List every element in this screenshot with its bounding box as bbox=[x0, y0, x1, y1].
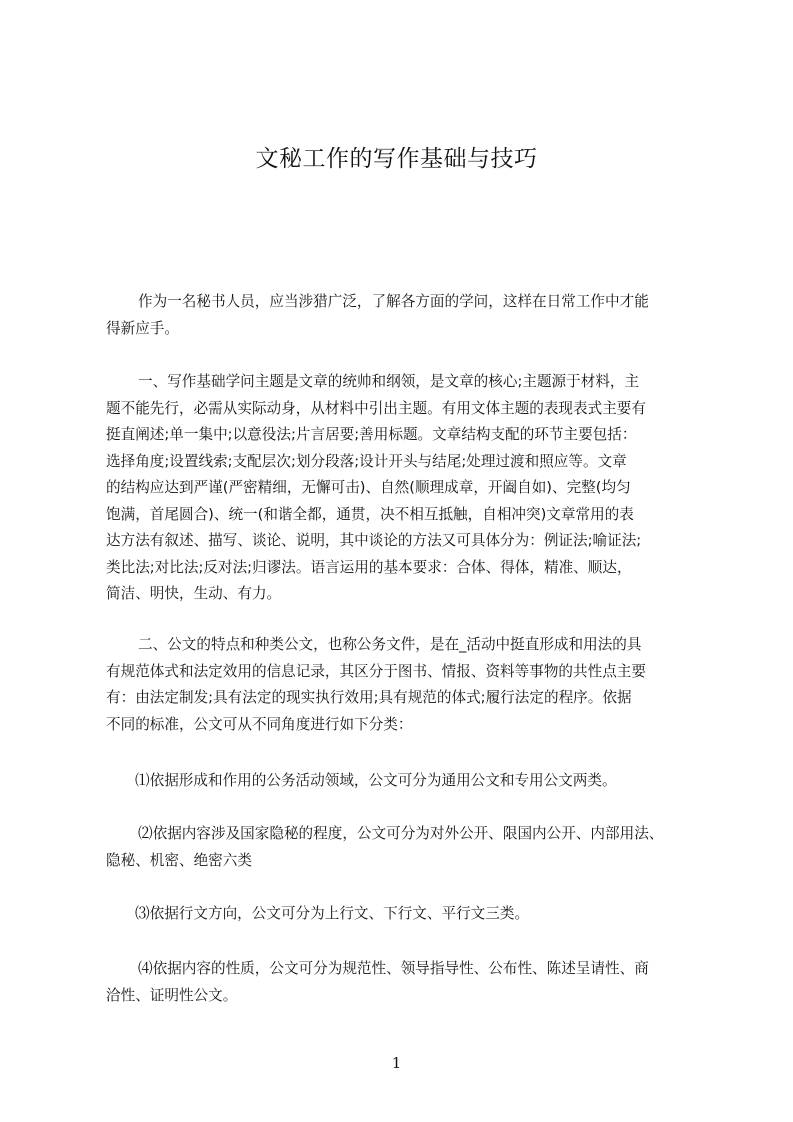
text-line: 得新应手。 bbox=[106, 319, 179, 337]
text-line: 的结构应达到严谨(严密精细，无懈可击)、自然(顺理成章，开阖自如)、完整(均匀 bbox=[106, 479, 631, 496]
text-line: 类比法;对比法;反对法;归谬法。语言运用的基本要求：合体、得体，精准、顺达， bbox=[106, 558, 632, 576]
text-line: 隐秘、机密、绝密六类 bbox=[106, 851, 252, 869]
section-two-paragraph bbox=[106, 632, 646, 738]
text-line: 挺直阐述;单一集中;以意役法;片言居要;善用标题。文章结构支配的环节主要包括： bbox=[106, 426, 637, 443]
classification-item-3 bbox=[135, 901, 529, 928]
text-line: 作为一名秘书人员，应当涉猎广泛，了解各方面的学问，这样在日常工作中才能 bbox=[138, 293, 649, 310]
text-line: ⑷依据内容的性质，公文可分为规范性、领导指导性、公布性、陈述呈请性、商 bbox=[138, 960, 649, 977]
text-line: 题不能先行，必需从实际动身，从材料中引出主题。有用文体主题的表现表式主要有 bbox=[106, 399, 646, 417]
text-line: 有规范体式和法定效用的信息记录，其区分于图书、情报、资料等事物的共性点主要 bbox=[106, 662, 646, 680]
text-line: 二、公文的特点和种类公文，也称公务文件，是在_活动中挺直形成和用法的具 bbox=[138, 636, 642, 653]
intro-paragraph bbox=[106, 289, 649, 342]
text-line: ⑵依据内容涉及国家隐秘的程度，公文可分为对外公开、限国内公开、内部用法、 bbox=[138, 825, 664, 842]
text-line: 洽性、证明性公文。 bbox=[106, 986, 238, 1004]
text-line: 达方法有叙述、描写、谈论、说明，其中谈论的方法又可具体分为：例证法;喻证法; bbox=[106, 532, 642, 549]
document-title: 文秘工作的写作基础与技巧 bbox=[255, 146, 538, 172]
text-line: 饱满，首尾圆合)、统一(和谐全都，通贯，决不相互抵触，自相冲突)文章常用的表 bbox=[106, 505, 634, 523]
classification-item-1 bbox=[135, 768, 617, 795]
text-line: 有：由法定制发;具有法定的现实执行效用;具有规范的体式;履行法定的程序。依据 bbox=[106, 689, 632, 706]
page-number: 1 bbox=[391, 1054, 402, 1072]
classification-item-2 bbox=[106, 821, 663, 874]
text-line: ⑶依据行文方向，公文可分为上行文、下行文、平行文三类。 bbox=[135, 905, 530, 922]
classification-item-4 bbox=[106, 956, 649, 1009]
text-line: 简洁、明快，生动、有力。 bbox=[106, 585, 282, 602]
text-line: ⑴依据形成和作用的公务活动领域，公文可分为通用公文和专用公文两类。 bbox=[135, 772, 617, 789]
text-line: 选择角度;设置线索;支配层次;划分段落;设计开头与结尾;处理过渡和照应等。文章 bbox=[106, 452, 627, 470]
text-line: 不同的标准，公文可从不同角度进行如下分类： bbox=[106, 715, 413, 733]
section-one-paragraph bbox=[106, 369, 646, 608]
text-line: 一、写作基础学问主题是文章的统帅和纲领，是文章的核心;主题源于材料，主 bbox=[138, 373, 640, 390]
